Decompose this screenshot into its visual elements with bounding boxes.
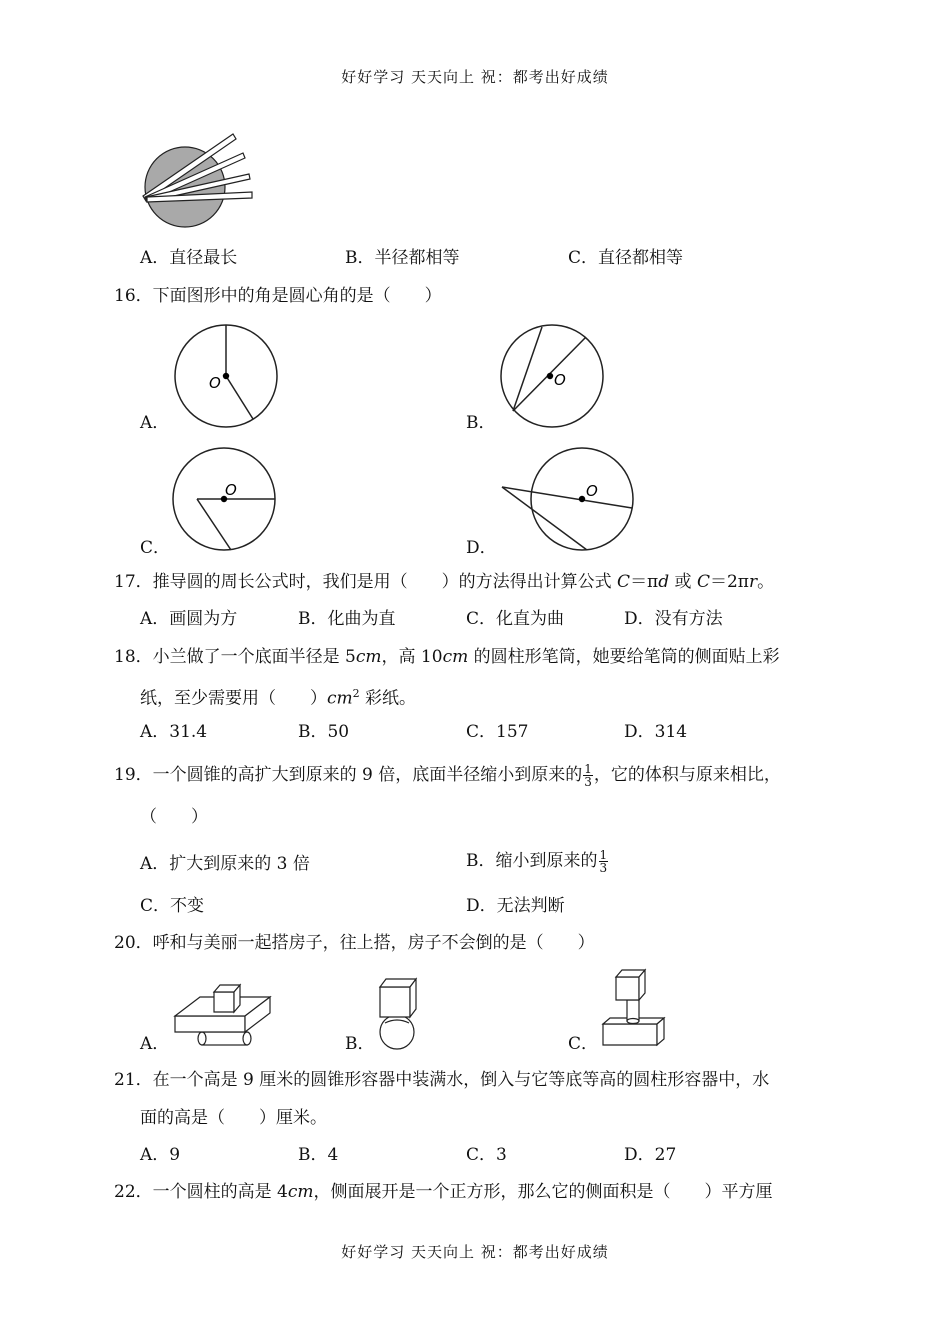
- q17-option-b[interactable]: B．化曲为直: [298, 609, 396, 629]
- q16-label-b[interactable]: B．: [466, 413, 496, 433]
- q19-fraction: [583, 763, 593, 788]
- page-footer: 好好学习 天天向上 祝：都考出好成绩: [341, 1243, 609, 1261]
- q18-option-b[interactable]: B．50: [298, 722, 350, 742]
- q21-option-b[interactable]: B．4: [298, 1145, 339, 1165]
- q17-eq1: ＝π: [630, 572, 659, 592]
- q19-frac-den: 3: [584, 775, 592, 789]
- q17-r: r: [748, 572, 758, 592]
- q17-option-d[interactable]: D．没有方法: [624, 609, 723, 629]
- q19-line2: （ ）: [140, 807, 208, 827]
- q19-option-a[interactable]: A．扩大到原来的 3 倍: [140, 854, 310, 874]
- q16-figure-d: [498, 445, 638, 553]
- q17-option-a[interactable]: A．画圆为方: [140, 609, 238, 629]
- q16-a-o-label: O: [209, 374, 221, 392]
- q16-figure-a: [172, 322, 280, 430]
- q20-label-a[interactable]: A．: [140, 1034, 170, 1054]
- q22-line1-a: 22．一个圆柱的高是 4: [114, 1182, 288, 1202]
- q19-frac-num: 1: [584, 762, 592, 776]
- q22-unit: cm: [287, 1182, 314, 1202]
- q16-d-o-label: O: [586, 482, 598, 500]
- q18-line1-c: 的圆柱形笔筒，她要给笔筒的侧面贴上彩: [468, 647, 780, 667]
- q18-line2: [140, 683, 416, 710]
- q21-option-d[interactable]: D．27: [624, 1145, 677, 1165]
- q15-option-a[interactable]: A．直径最长: [140, 248, 238, 268]
- q20-figure-c: [600, 967, 670, 1049]
- q22-line1-b: ，侧面展开是一个正方形，那么它的侧面积是（ ）平方厘: [313, 1182, 773, 1202]
- q17-c2: C: [696, 572, 710, 592]
- q19-optb-frac-num: 1: [599, 848, 608, 862]
- q19-option-b-text: B．缩小到原来的: [466, 851, 598, 871]
- q16-b-o-label: O: [554, 371, 566, 389]
- q19-option-b[interactable]: [466, 849, 609, 874]
- q18-option-c[interactable]: C．157: [466, 722, 529, 742]
- q20-figure-b: [375, 975, 425, 1055]
- q18-line2-a: 纸，至少需要用（ ）: [140, 688, 327, 709]
- q18-line1-a: 18．小兰做了一个底面半径是 5: [114, 647, 356, 667]
- q16-c-o-label: O: [225, 481, 237, 499]
- q19-line1: [114, 763, 781, 788]
- q20-stem: 20．呼和与美丽一起搭房子，往上搭，房子不会倒的是（ ）: [114, 933, 595, 953]
- q17-stem-text: 17．推导圆的周长公式时，我们是用（ ）的方法得出计算公式: [114, 572, 612, 592]
- q20-label-c[interactable]: C．: [568, 1034, 599, 1054]
- q17-or: 或: [669, 572, 697, 592]
- q19-optb-frac-den: 3: [599, 861, 608, 875]
- q18-line2-b: 彩纸。: [359, 688, 417, 709]
- q16-label-d[interactable]: D．: [466, 538, 497, 558]
- q19-option-c[interactable]: C．不变: [140, 896, 205, 916]
- q22-line1: [114, 1181, 773, 1203]
- q15-option-c[interactable]: C．直径都相等: [568, 248, 684, 268]
- q15-option-b[interactable]: B．半径都相等: [345, 248, 460, 268]
- q21-line1: 21．在一个高是 9 厘米的圆锥形容器中装满水，倒入与它等底等高的圆柱形容器中，水: [114, 1070, 770, 1090]
- q15-figure: [140, 130, 260, 230]
- q16-figure-b: [498, 322, 606, 430]
- q17-eq2: ＝2π: [709, 572, 749, 592]
- q18-line1: [114, 646, 780, 668]
- q16-figure-c: [170, 445, 278, 553]
- q16-label-c[interactable]: C．: [140, 538, 171, 558]
- q20-figure-a: [172, 982, 272, 1052]
- q19-option-d[interactable]: D．无法判断: [466, 896, 565, 916]
- q17-d: d: [658, 572, 670, 592]
- q18-option-a[interactable]: A．31.4: [140, 722, 208, 742]
- q19-option-b-fraction: [599, 849, 609, 874]
- q18-line1-b: ，高 10: [381, 647, 443, 667]
- q21-line2: 面的高是（ ）厘米。: [140, 1108, 327, 1128]
- q18-line2-sup: 2: [352, 687, 360, 700]
- q17-end: 。: [757, 572, 775, 592]
- q19-line1-b: ，它的体积与原来相比，: [593, 765, 781, 785]
- q18-line2-unit: cm: [327, 688, 353, 709]
- q18-unit-1: cm: [355, 647, 382, 667]
- q18-option-d[interactable]: D．314: [624, 722, 688, 742]
- q16-stem: 16．下面图形中的角是圆心角的是（ ）: [114, 286, 442, 306]
- q20-label-b[interactable]: B．: [345, 1034, 375, 1054]
- q21-option-c[interactable]: C．3: [466, 1145, 507, 1165]
- q21-option-a[interactable]: A．9: [140, 1145, 181, 1165]
- q19-line1-a: 19．一个圆锥的高扩大到原来的 9 倍，底面半径缩小到原来的: [114, 765, 583, 785]
- q17-option-c[interactable]: C．化直为曲: [466, 609, 565, 629]
- q16-label-a[interactable]: A．: [140, 413, 170, 433]
- page-header: 好好学习 天天向上 祝：都考出好成绩: [341, 68, 609, 86]
- q17-stem: [114, 571, 774, 593]
- q18-unit-2: cm: [442, 647, 469, 667]
- q17-c1: C: [617, 572, 631, 592]
